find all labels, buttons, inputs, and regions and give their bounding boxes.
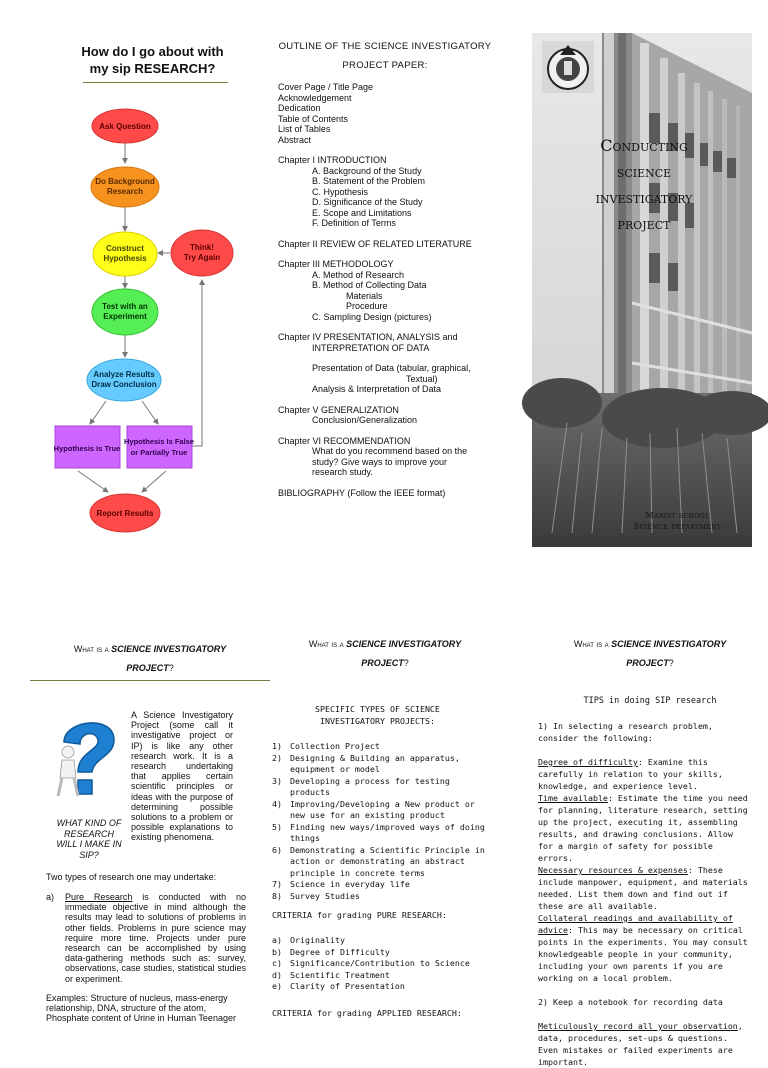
cover-title-line4: project bbox=[617, 214, 671, 233]
arrow-false-to-think bbox=[192, 280, 202, 446]
node-false-label-1: Hypothesis Is False bbox=[123, 437, 195, 446]
list-item bbox=[272, 799, 487, 822]
specific-types-title bbox=[300, 704, 455, 727]
list-text: Improving/Developing a New product or new use for an existing product bbox=[290, 798, 475, 820]
tips-body bbox=[538, 720, 748, 1068]
node-false-label-2: or Partially True bbox=[130, 448, 188, 457]
cover-title bbox=[546, 133, 742, 237]
list-text: Originality bbox=[290, 935, 345, 945]
arrow-analyze-to-true bbox=[90, 401, 106, 424]
list-item bbox=[272, 845, 487, 880]
outline-front-item: Dedication bbox=[278, 103, 321, 113]
list-number: a) bbox=[272, 935, 282, 945]
tip-collateral-term: Collateral readings and availability of advice bbox=[538, 913, 733, 935]
outline-subsubitem: Materials bbox=[346, 290, 383, 301]
section-header-right: What is a SCIENCE INVESTIGATORY PROJECT? bbox=[573, 639, 727, 668]
node-report-label: Report Results bbox=[96, 509, 154, 518]
header-line2: PROJECT bbox=[126, 663, 169, 673]
outline-subitem: research study. bbox=[312, 467, 373, 477]
list-text: Developing a process for testing products bbox=[290, 775, 450, 797]
node-background-research bbox=[91, 167, 159, 207]
outline-title-line2: PROJECT PAPER: bbox=[342, 60, 428, 71]
outline-chapter-5: Chapter V GENERALIZATION bbox=[278, 404, 399, 415]
pure-research-item bbox=[46, 892, 246, 984]
node-true-label: Hypothesis Is True bbox=[53, 444, 121, 453]
kind-line: WILL I MAKE IN bbox=[56, 839, 122, 849]
outline-title-line1: OUTLINE OF THE SCIENCE INVESTIGATORY bbox=[278, 41, 492, 52]
building-photo bbox=[532, 33, 752, 547]
node-hypothesis-true bbox=[54, 426, 121, 468]
outline-front-item: Cover Page / Title Page bbox=[278, 82, 374, 92]
node-test-label-2: Experiment bbox=[103, 312, 147, 321]
list-text: Survey Studies bbox=[290, 890, 360, 901]
list-number: 8) bbox=[272, 890, 282, 901]
flowchart-title-line1: How do I go about with bbox=[81, 44, 224, 59]
arrow-analyze-to-false bbox=[142, 401, 158, 424]
outline-front-item: Table of Contents bbox=[278, 113, 349, 124]
outline-subitem: B. Method of Collecting Data bbox=[312, 280, 427, 290]
cover-department: Science department bbox=[633, 522, 722, 531]
outline-front-item: Acknowledgement bbox=[278, 92, 352, 103]
list-item bbox=[272, 776, 487, 799]
outline-subitem: Conclusion/Generalization bbox=[312, 415, 418, 425]
cover-title-line2: science bbox=[616, 162, 672, 181]
kind-of-research-heading bbox=[45, 818, 133, 860]
node-analyze-label-1: Analyze Results bbox=[93, 370, 155, 379]
list-number: 7) bbox=[272, 879, 282, 889]
node-construct-hypothesis bbox=[93, 232, 157, 276]
node-background-label-2: Research bbox=[106, 187, 144, 196]
tip-difficulty-term: Degree of difficulty bbox=[538, 757, 638, 767]
tip-collateral bbox=[538, 912, 748, 984]
list-number: 1) bbox=[272, 741, 282, 751]
header-em: SCIENCE INVESTIGATORY bbox=[346, 639, 462, 649]
paper-outline bbox=[278, 82, 488, 498]
section-header-rule bbox=[30, 680, 270, 681]
header-what: What is a bbox=[573, 639, 609, 649]
flowchart-title-rule bbox=[83, 82, 228, 83]
node-analyze-results bbox=[87, 359, 161, 401]
section-header-left: What is a SCIENCE INVESTIGATORY PROJECT? bbox=[73, 644, 227, 673]
school-emblem bbox=[542, 41, 594, 93]
header-what: What is a bbox=[73, 644, 109, 654]
criteria-applied-heading: CRITERIA for grading APPLIED RESEARCH: bbox=[272, 1008, 462, 1018]
list-item bbox=[272, 935, 487, 947]
list-item bbox=[272, 879, 487, 891]
list-item bbox=[272, 891, 487, 903]
list-number: e) bbox=[272, 981, 282, 991]
outline-subitem: C. Hypothesis bbox=[312, 186, 369, 197]
outline-title bbox=[276, 37, 494, 75]
tip-time bbox=[538, 792, 748, 864]
outline-front-item: List of Tables bbox=[278, 124, 331, 134]
list-item bbox=[272, 970, 487, 982]
outline-chapter-2: Chapter II REVIEW OF RELATED LITERATURE bbox=[278, 238, 472, 249]
outline-front-item: Abstract bbox=[278, 134, 312, 145]
outline-subitem: study? Give ways to improve your bbox=[312, 456, 448, 467]
list-item bbox=[272, 741, 487, 753]
list-number: 4) bbox=[272, 798, 282, 809]
node-report-results bbox=[90, 494, 160, 532]
list-number: 5) bbox=[272, 821, 282, 832]
tip-record-term: Meticulously record all your observation bbox=[538, 1021, 738, 1031]
node-analyze-label-2: Draw Conclusion bbox=[91, 380, 157, 389]
pure-research-label: a) bbox=[46, 892, 55, 902]
pure-research-term: Pure Research bbox=[65, 892, 133, 902]
header-em: SCIENCE INVESTIGATORY bbox=[111, 644, 227, 654]
outline-chapter-4-cont: INTERPRETATION OF DATA bbox=[312, 342, 430, 353]
header-what: What is a bbox=[308, 639, 344, 649]
list-text: Demonstrating a Scientific Principle in action or demonstrating an abstract principle in concrete terms bbox=[290, 844, 485, 878]
node-hypothesis-false bbox=[124, 426, 194, 468]
tip-2: 2) Keep a notebook for recording data bbox=[538, 997, 723, 1007]
tip-difficulty-text: : Examine this carefully in relation to your skills, knowledge, and experience level. bbox=[538, 757, 723, 791]
node-think-label-2: Try Again bbox=[183, 253, 221, 262]
tip-resources bbox=[538, 864, 748, 912]
node-test-experiment bbox=[92, 289, 158, 335]
outline-subitem: E. Scope and Limitations bbox=[312, 207, 412, 218]
outline-subitem-cont: Textual) bbox=[406, 373, 438, 384]
kind-line: WHAT KIND OF bbox=[56, 818, 122, 828]
tip-resources-text: : These include manpower, equipment, and materials needed. List them down and find out if these are all available. bbox=[538, 865, 748, 911]
node-think-try-again bbox=[171, 230, 233, 276]
list-number: c) bbox=[272, 958, 282, 968]
node-hypothesis-label-1: Construct bbox=[106, 244, 144, 253]
research-types-intro: Two types of research one may undertake: bbox=[46, 872, 217, 882]
list-text: Scientific Treatment bbox=[290, 969, 390, 980]
criteria-list bbox=[272, 935, 487, 993]
node-think-label-1: Think! bbox=[190, 243, 214, 252]
cover-school-name: Marist school bbox=[645, 511, 710, 520]
outline-subsubitem: Procedure bbox=[346, 301, 388, 311]
list-item bbox=[272, 981, 487, 993]
scientific-method-flowchart bbox=[40, 88, 255, 548]
tip-1: 1) In selecting a research problem, consider the following: bbox=[538, 721, 713, 743]
outline-subitem: C. Sampling Design (pictures) bbox=[312, 311, 432, 322]
tips-title: TIPS in doing SIP research bbox=[583, 696, 717, 706]
list-number: b) bbox=[272, 946, 282, 957]
criteria-pure-heading: CRITERIA for grading PURE RESEARCH: bbox=[272, 910, 447, 920]
specific-types-title-line2: INVESTIGATORY PROJECTS: bbox=[320, 715, 435, 726]
list-text: Significance/Contribution to Science bbox=[290, 958, 470, 968]
outline-subitem: B. Statement of the Problem bbox=[312, 176, 426, 186]
sip-definition: A Science Investigatory Project (some call it investigative project or IP) is like any other research work. It is a research undertaking that applies certain scientific principles or ideas with the purpose of determining possible solutions to a problem or possible explanations to existing phenomena. bbox=[131, 710, 233, 843]
outline-subitem: A. Method of Research bbox=[312, 269, 405, 280]
outline-subitem: Analysis & Interpretation of Data bbox=[312, 384, 442, 394]
tip-time-text: : Estimate the time you need for planning, literature research, setting up the project, executing it, assembling results, and drawing conclusions. Allow for a margin of safety for possible errors. bbox=[538, 793, 748, 863]
list-number: d) bbox=[272, 969, 282, 980]
node-hypothesis-label-2: Hypothesis bbox=[103, 254, 147, 263]
list-number: 2) bbox=[272, 752, 282, 763]
list-text: Science in everyday life bbox=[290, 879, 410, 889]
arrow-true-to-report bbox=[78, 471, 108, 492]
outline-chapter-4: Chapter IV PRESENTATION, ANALYSIS and bbox=[278, 332, 458, 342]
outline-subitem: A. Background of the Study bbox=[312, 165, 422, 176]
outline-subitem: Presentation of Data (tabular, graphical, bbox=[312, 363, 471, 373]
question-mark-figure-icon bbox=[50, 712, 128, 804]
section-header-middle: What is a SCIENCE INVESTIGATORY PROJECT? bbox=[308, 639, 462, 668]
node-background-label-1: Do Background bbox=[95, 177, 155, 186]
outline-chapter-3: Chapter III METHODOLOGY bbox=[278, 259, 394, 269]
tip-record bbox=[538, 1020, 748, 1068]
header-line2: PROJECT bbox=[626, 658, 669, 668]
outline-bibliography: BIBLIOGRAPHY (Follow the IEEE format) bbox=[278, 487, 446, 498]
node-ask-question bbox=[92, 109, 158, 143]
flowchart-title-line2: my sip RESEARCH? bbox=[89, 61, 216, 76]
tip-time-term: Time available bbox=[538, 793, 608, 803]
project-types-list bbox=[272, 741, 487, 902]
list-text: Designing & Building an apparatus, equipment or model bbox=[290, 752, 460, 774]
outline-subitem: What do you recommend based on the bbox=[312, 446, 468, 456]
pure-research-examples: Examples: Structure of nucleus, mass-energy relationship, DNA, structure of the atom, Phosphate content of Urine in Human Teenager bbox=[46, 993, 236, 1024]
outline-subitem: D. Significance of the Study bbox=[312, 197, 423, 207]
tip-collateral-text: : This may be necessary on critical points in the experiments. You may consult knowledgeable people in your community, including your own parents if you are working on a local problem. bbox=[538, 925, 748, 983]
kind-line: RESEARCH bbox=[63, 828, 114, 839]
flowchart-title bbox=[60, 43, 245, 77]
outline-subitem: F. Definition of Terms bbox=[312, 218, 396, 228]
cover-footer bbox=[620, 510, 735, 532]
tip-record-text: , data, procedures, set-ups & questions. Even mistakes or failed experiments are important. bbox=[538, 1021, 743, 1067]
kind-line: SIP? bbox=[79, 849, 99, 860]
arrow-false-to-report bbox=[142, 471, 166, 492]
node-test-label-1: Test with an bbox=[102, 302, 148, 311]
cover-title-line1: Conducting bbox=[600, 136, 688, 155]
cover-title-line3: investigatory bbox=[595, 188, 693, 207]
specific-types-title-line1: SPECIFIC TYPES OF SCIENCE bbox=[315, 704, 440, 714]
header-em: SCIENCE INVESTIGATORY bbox=[611, 639, 727, 649]
list-item bbox=[272, 822, 487, 845]
list-item bbox=[272, 958, 487, 970]
list-item bbox=[272, 947, 487, 959]
list-number: 6) bbox=[272, 844, 282, 855]
list-text: Clarity of Presentation bbox=[290, 981, 405, 991]
outline-chapter-1: Chapter I INTRODUCTION bbox=[278, 155, 387, 165]
list-number: 3) bbox=[272, 775, 282, 786]
outline-chapter-6: Chapter VI RECOMMENDATION bbox=[278, 435, 411, 446]
list-text: Finding new ways/improved ways of doing things bbox=[290, 821, 485, 843]
tip-difficulty bbox=[538, 756, 748, 792]
header-line2: PROJECT bbox=[361, 658, 404, 668]
node-ask-label: Ask Question bbox=[99, 122, 151, 131]
list-text: Collection Project bbox=[290, 741, 380, 751]
list-text: Degree of Difficulty bbox=[290, 946, 390, 957]
cover-photo bbox=[532, 33, 752, 547]
pure-research-text: is conducted with no immediate objective in mind although the results may lead to solutions of problems in other fields. Problems in pure science may require more time. Projects under pure research can be accomplished by using data-gathering methods such as: survey, observations, case studies, statistical studies or experiment. bbox=[65, 892, 246, 984]
list-item bbox=[272, 753, 487, 776]
tip-resources-term: Necessary resources & expenses bbox=[538, 865, 688, 875]
